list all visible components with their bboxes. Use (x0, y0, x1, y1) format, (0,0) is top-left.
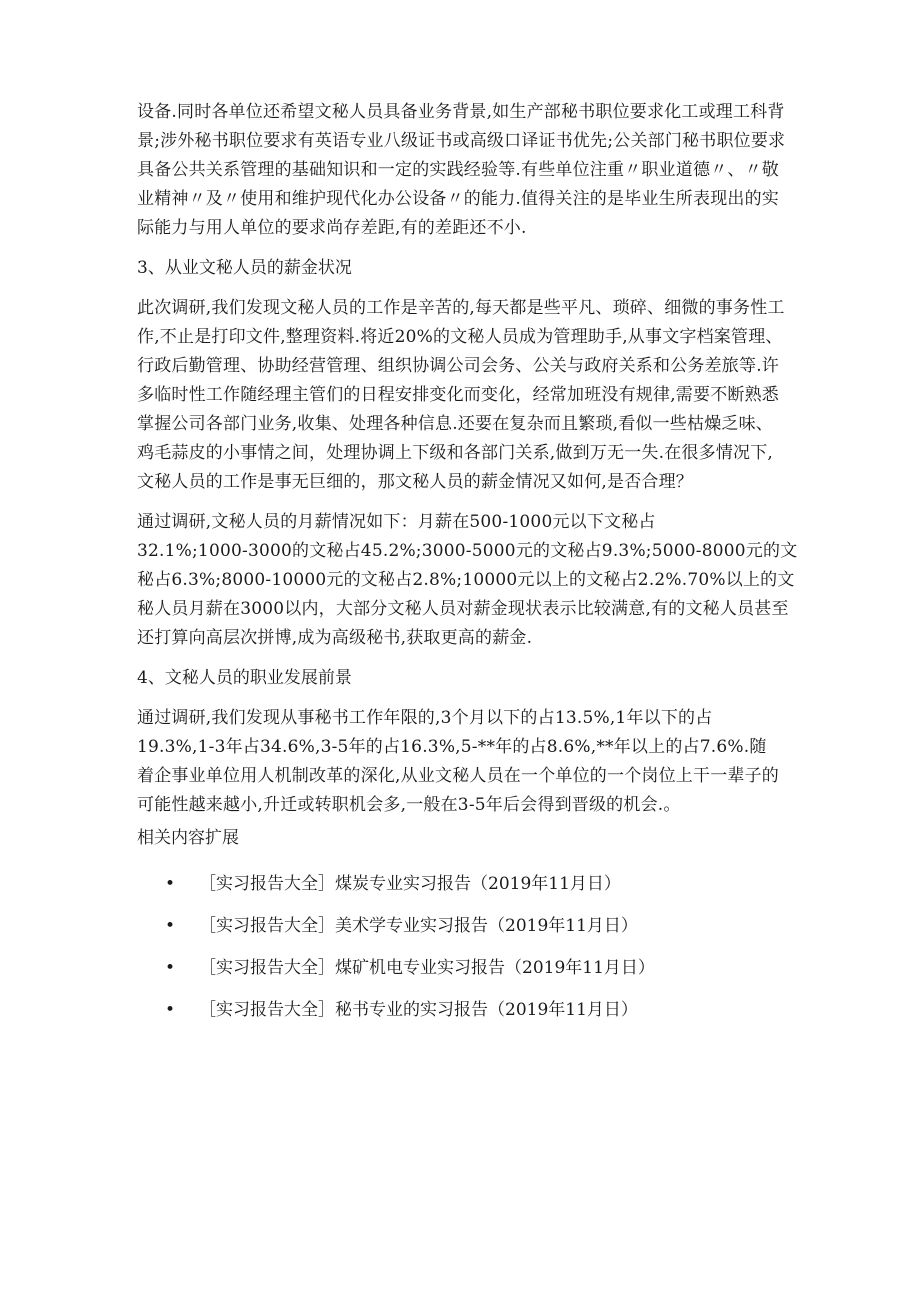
text-line: 具备公共关系管理的基础知识和一定的实践经验等.有些单位注重〃职业道德〃、〃敬 (137, 160, 780, 180)
text-line: 秘占6.3%;8000-10000元的文秘占2.8%;10000元以上的文秘占2.2%.70%以上的文 (137, 570, 795, 590)
paragraph-salary-stats (137, 508, 798, 653)
text-line: 此次调研,我们发现文秘人员的工作是辛苦的,每天都是些平凡、琐碎、细微的事务性工 (137, 298, 785, 318)
bullet-icon: • (165, 958, 176, 978)
related-list (137, 871, 787, 1023)
text-line: 着企事业单位用人机制改革的深化,从业文秘人员在一个单位的一个岗位上干一辈子的 (137, 766, 780, 786)
related-link-fine-arts[interactable] (137, 913, 787, 939)
text-line: 32.1%;1000-3000的文秘占45.2%;3000-5000元的文秘占9.3%;5000-8000元的文 (137, 541, 798, 561)
text-line: 多临时性工作随经理主管们的日程安排变化而变化，经常加班没有规律,需要不断熟悉 (137, 385, 780, 405)
text-line: 作,不止是打印文件,整理资料.将近20%的文秘人员成为管理助手,从事文字档案管理、 (137, 327, 783, 347)
related-link-label[interactable]: ［实习报告大全］煤炭专业实习报告（2019年11月日） (199, 874, 621, 894)
related-link-label[interactable]: ［实习报告大全］煤矿机电专业实习报告（2019年11月日） (199, 958, 655, 978)
related-content-title: 相关内容扩展 (137, 828, 239, 848)
related-link-mining-electrical[interactable] (137, 955, 787, 981)
text-line: 19.3%,1-3年占34.6%,3-5年的占16.3%,5-**年的占8.6%,**年以上的占7.6%.随 (137, 737, 767, 757)
paragraph-workload (137, 294, 787, 497)
text-line: 鸡毛蒜皮的小事情之间，处理协调上下级和各部门关系,做到万无一失.在很多情况下, (137, 443, 774, 463)
paragraph-requirements (137, 98, 787, 243)
text-line: 可能性越来越小,升迁或转职机会多,一般在3-5年后会得到晋级的机会.。 (137, 795, 681, 815)
section-heading-salary: 3、从业文秘人员的薪金状况 (137, 258, 352, 278)
text-line: 秘人员月薪在3000以内，大部分文秘人员对薪金现状表示比较满意,有的文秘人员甚至 (137, 599, 789, 619)
document-page (137, 98, 798, 1039)
bullet-icon: • (165, 874, 176, 894)
related-link-coal[interactable] (137, 871, 787, 897)
bullet-icon: • (165, 916, 176, 936)
related-link-label[interactable]: ［实习报告大全］美术学专业实习报告（2019年11月日） (199, 916, 638, 936)
text-line: 通过调研,我们发现从事秘书工作年限的,3个月以下的占13.5%,1年以下的占 (137, 708, 713, 728)
text-line: 文秘人员的工作是事无巨细的，那文秘人员的薪金情况又如何,是否合理？ (137, 472, 694, 492)
text-line: 设备.同时各单位还希望文秘人员具备业务背景,如生产部秘书职位要求化工或理工科背 (137, 102, 785, 122)
bullet-icon: • (165, 1000, 176, 1020)
text-line: 行政后勤管理、协助经营管理、组织协调公司会务、公关与政府关系和公务差旅等.许 (137, 356, 780, 376)
related-link-label[interactable]: ［实习报告大全］秘书专业的实习报告（2019年11月日） (199, 1000, 638, 1020)
text-line: 通过调研,文秘人员的月薪情况如下：月薪在500-1000元以下文秘占 (137, 512, 656, 532)
text-line: 际能力与用人单位的要求尚存差距,有的差距还不小. (137, 218, 527, 238)
text-line: 还打算向高层次拼博,成为高级秘书,获取更高的薪金. (137, 628, 533, 648)
related-link-secretary[interactable] (137, 997, 787, 1023)
text-line: 掌握公司各部门业务,收集、处理各种信息.还要在复杂而且繁琐,看似一些枯燥乏味、 (137, 414, 774, 434)
section-heading-career: 4、文秘人员的职业发展前景 (137, 668, 352, 688)
paragraph-career-stats (137, 704, 787, 820)
text-line: 业精神〃及〃使用和维护现代化办公设备〃的能力.值得关注的是毕业生所表现出的实 (137, 189, 780, 209)
text-line: 景;涉外秘书职位要求有英语专业八级证书或高级口译证书优先;公关部门秘书职位要求 (137, 131, 786, 151)
